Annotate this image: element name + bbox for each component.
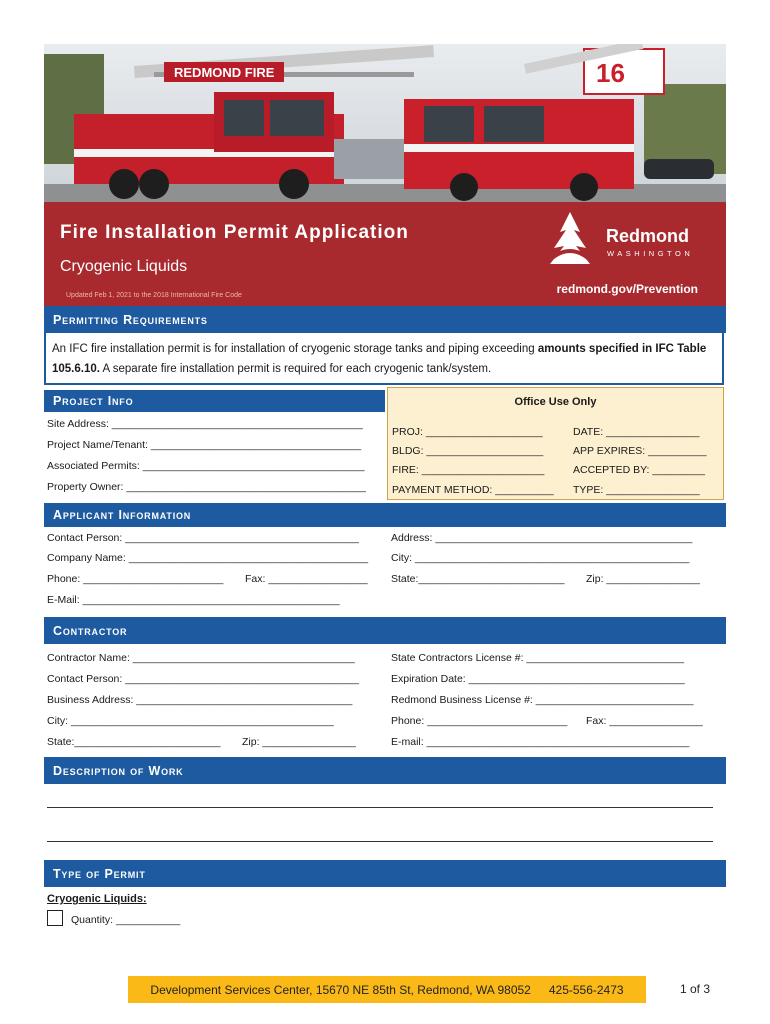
applicant-fax-field[interactable]: Fax: _________________ <box>245 573 368 585</box>
contractor-phone-field[interactable]: Phone: ________________________ <box>391 715 568 727</box>
office-type-field: TYPE: ________________ <box>573 484 700 496</box>
description-line-2[interactable] <box>47 841 713 842</box>
contractor-expiration-field[interactable]: Expiration Date: _____________________________________ <box>391 673 685 685</box>
contractor-email-field[interactable]: E-mail: _____________________________________________ <box>391 736 690 748</box>
svg-text:16: 16 <box>596 58 625 88</box>
contractor-name-field[interactable]: Contractor Name: ______________________________________ <box>47 652 355 664</box>
office-use-box <box>387 387 724 500</box>
section-contractor: Contractor <box>44 617 726 644</box>
truck-lettering: REDMOND FIRE <box>174 65 275 80</box>
applicant-city-field[interactable]: City: _______________________________________________ <box>391 552 690 564</box>
applicant-zip-field[interactable]: Zip: ________________ <box>586 573 700 585</box>
applicant-company-field[interactable]: Company Name: _________________________________________ <box>47 552 369 564</box>
logo-name: Redmond <box>606 226 689 246</box>
contractor-business-address-field[interactable]: Business Address: _____________________________________ <box>47 694 353 706</box>
contractor-zip-field[interactable]: Zip: ________________ <box>242 736 356 748</box>
office-accepted-by-field: ACCEPTED BY: _________ <box>573 464 705 476</box>
cryogenic-liquids-label: Cryogenic Liquids: <box>47 893 147 905</box>
permitting-text: An IFC fire installation permit is for installation of cryogenic storage tanks and piping exceeding amounts specified in IFC Table 105.6.10. A separate fire installation permit is required for each cryogenic tank/system. <box>52 343 707 375</box>
office-use-heading: Office Use Only <box>514 396 597 408</box>
logo-state: WASHINGTON <box>607 249 694 258</box>
office-bldg-field: BLDG: ____________________ <box>392 445 544 457</box>
applicant-contact-field[interactable]: Contact Person: ________________________________________ <box>47 532 359 544</box>
applicant-email-field[interactable]: E-Mail: ____________________________________________ <box>47 594 340 606</box>
footer-phone: 425-556-2473 <box>548 982 624 997</box>
office-payment-field: PAYMENT METHOD: __________ <box>392 484 554 496</box>
description-line-1[interactable] <box>47 807 713 808</box>
contractor-business-license-field[interactable]: Redmond Business License #: ___________________________ <box>391 694 694 706</box>
section-permitting-requirements: Permitting Requirements <box>44 306 726 333</box>
section-description-of-work: Description of Work <box>44 757 726 784</box>
header-photo-fire-trucks <box>44 44 726 202</box>
contractor-state-field[interactable]: State:_________________________ <box>47 736 221 748</box>
site-address-field[interactable]: Site Address: ___________________________________________ <box>47 418 363 430</box>
office-date-field: DATE: ________________ <box>573 426 700 438</box>
contractor-fax-field[interactable]: Fax: ________________ <box>586 715 703 727</box>
footer-contact-bar <box>128 976 646 1003</box>
cryogenic-liquids-checkbox[interactable] <box>47 910 63 926</box>
quantity-field[interactable]: Quantity: ___________ <box>71 914 181 926</box>
page-subtitle: Cryogenic Liquids <box>60 258 188 275</box>
redmond-logo-icon <box>540 208 600 268</box>
associated-permits-field[interactable]: Associated Permits: ______________________________________ <box>47 460 365 472</box>
contractor-license-field[interactable]: State Contractors License #: ___________________________ <box>391 652 685 664</box>
project-name-field[interactable]: Project Name/Tenant: ____________________________________ <box>47 439 362 451</box>
contractor-city-field[interactable]: City: _____________________________________________ <box>47 715 334 727</box>
section-applicant-information: Applicant Information <box>44 503 726 527</box>
applicant-address-field[interactable]: Address: ____________________________________________ <box>391 532 693 544</box>
page-title: Fire Installation Permit Application <box>60 222 409 243</box>
applicant-phone-field[interactable]: Phone: ________________________ <box>47 573 224 585</box>
contractor-contact-field[interactable]: Contact Person: ________________________________________ <box>47 673 359 685</box>
title-banner <box>44 202 726 306</box>
property-owner-field[interactable]: Property Owner: _________________________________________ <box>47 481 366 493</box>
page-number: 1 of 3 <box>680 982 711 996</box>
ifc-table-reference: amounts specified in IFC Table 105.6.10. <box>52 343 707 375</box>
updated-note: Updated Feb 1, 2021 to the 2018 International Fire Code <box>66 292 242 299</box>
permitting-requirements-box <box>44 333 724 385</box>
footer-address: Development Services Center, 15670 NE 85th St, Redmond, WA 98052 <box>150 982 531 997</box>
section-type-of-permit: Type of Permit <box>44 860 726 887</box>
office-proj-field: PROJ: ____________________ <box>392 426 543 438</box>
website-link[interactable]: redmond.gov/Prevention <box>556 282 698 296</box>
office-app-expires-field: APP EXPIRES: __________ <box>573 445 707 457</box>
office-fire-field: FIRE: _____________________ <box>392 464 545 476</box>
section-project-info: Project Info <box>44 390 385 412</box>
applicant-state-field[interactable]: State:_________________________ <box>391 573 565 585</box>
